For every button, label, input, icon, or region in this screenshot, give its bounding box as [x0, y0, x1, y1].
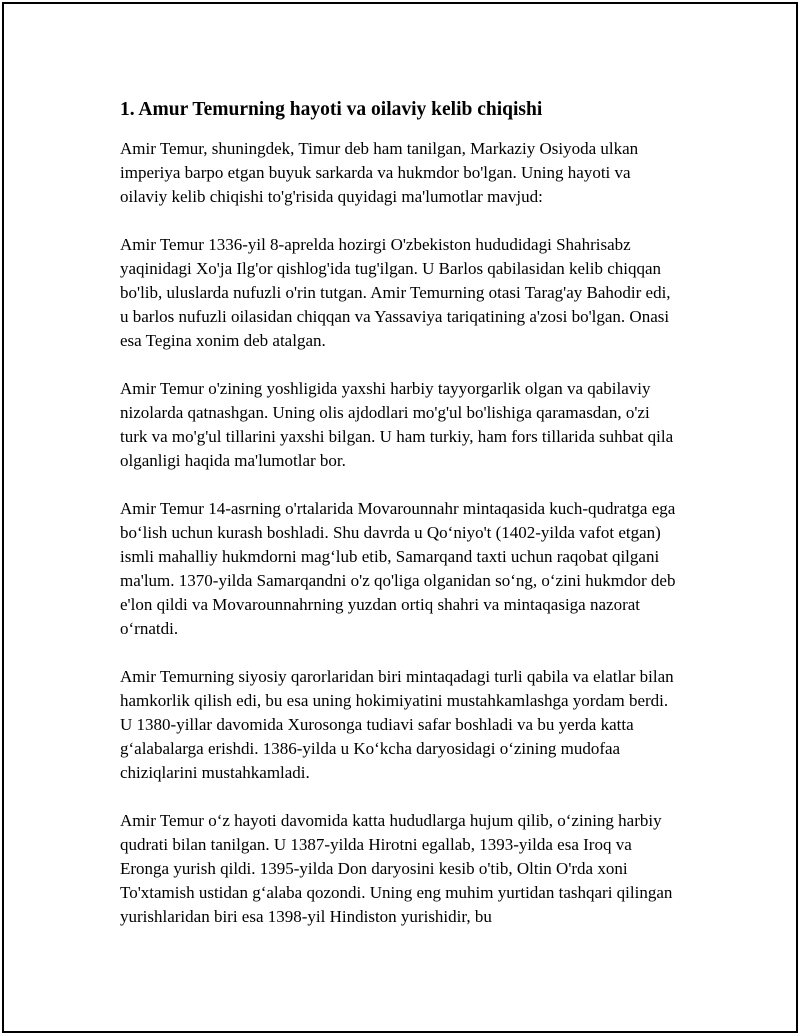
paragraph-rise-to-power: Amir Temur 14-asrning o'rtalarida Movarounnahr mintaqasida kuch-qudratga ega bo‘lish uchun kurash boshladi. Shu davrda u Qo‘niyo't (1402-yilda vafot etgan) ismli mahalliy hukmdorni mag‘lub etib, Samarqand taxti uchun raqobat qilgani ma'lum. 1370-yilda Samarqandni o'z qo'liga olganidan so‘ng, o‘zini hukmdor deb e'lon qildi va Movarounnahrning yuzdan ortiq shahri va mintaqasiga nazorat o‘rnatdi. — [120, 499, 676, 638]
paragraph-birth: Amir Temur 1336-yil 8-aprelda hozirgi O'zbekiston hududidagi Shahrisabz yaqinidagi Xo'ja Ilg'or qishlog'ida tug'ilgan. U Barlos qabilasidan kelib chiqqan bo'lib, uluslarda nufuzli o'rin tutgan. Amir Temurning otasi Tarag'ay Bahodir edi, u barlos nufuzli oilasidan chiqqan va Yassaviya tariqatining a'zosi bo'lgan. Onasi esa Tegina xonim deb atalgan. — [120, 235, 671, 350]
page-frame — [2, 2, 798, 1033]
paragraph-youth: Amir Temur o'zining yoshligida yaxshi harbiy tayyorgarlik olgan va qabilaviy nizolarda qatnashgan. Uning olis ajdodlari mo'g'ul bo'lishiga qaramasdan, o'zi turk va mo'g'ul tillarini yaxshi bilgan. U ham turkiy, ham fors tillarida suhbat qila olganligi haqida ma'lumotlar bor. — [120, 379, 674, 470]
document-body — [120, 97, 680, 929]
paragraph-intro: Amir Temur, shuningdek, Timur deb ham tanilgan, Markaziy Osiyoda ulkan imperiya barpo etgan buyuk sarkarda va hukmdor bo'lgan. Uning hayoti va oilaviy kelib chiqishi to'g'risida quyidagi ma'lumotlar mavjud: — [120, 139, 639, 206]
page-title: 1. Amur Temurning hayoti va oilaviy kelib chiqishi — [120, 99, 543, 120]
paragraph-politics: Amir Temurning siyosiy qarorlaridan biri mintaqadagi turli qabila va elatlar bilan hamkorlik qilish edi, bu esa uning hokimiyatini mustahkamlashga yordam berdi. U 1380-yillar davomida Xurosonga tudiavi safar boshladi va bu yerda katta g‘alabalarga erishdi. 1386-yilda u Ko‘kcha daryosidagi o‘zining mudofaa chiziqlarini mustahkamladi. — [120, 667, 674, 782]
paragraph-campaigns: Amir Temur o‘z hayoti davomida katta hududlarga hujum qilib, o‘zining harbiy qudrati bilan tanilgan. U 1387-yilda Hirotni egallab, 1393-yilda esa Iroq va Eronga yurish qildi. 1395-yilda Don daryosini kesib o'tib, Oltin O'rda xoni To'xtamish ustidan g‘alaba qozondi. Uning eng muhim yurtidan tashqari qilingan yurishlaridan biri esa 1398-yil Hindiston yurishidir, bu — [120, 811, 673, 926]
